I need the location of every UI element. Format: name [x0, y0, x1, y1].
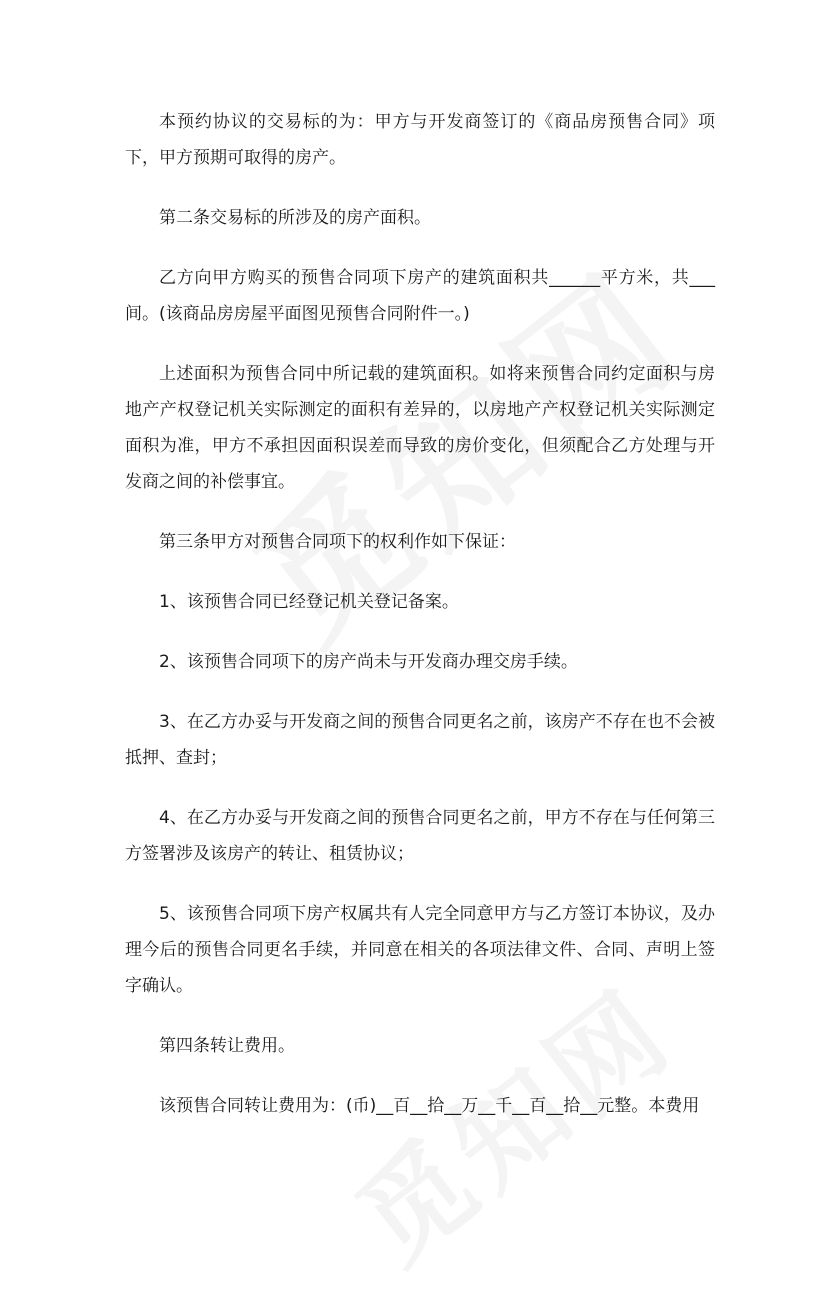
paragraph-subject-matter: 本预约协议的交易标的为：甲方与开发商签订的《商品房预售合同》项下，甲方预期可取得的房产。: [125, 112, 715, 168]
paragraph-area-difference: 上述面积为预售合同中所记载的建筑面积。如将来预售合同约定面积与房地产产权登记机关实际测定的面积有差异的，以房地产产权登记机关实际测定面积为准，甲方不承担因面积误差而导致的房价变化，但须配合乙方处理与开发商之间的补偿事宜。: [125, 364, 715, 492]
heading-article-2: 第二条交易标的所涉及的房产面积。: [159, 208, 431, 228]
heading-article-4: 第四条转让费用。: [159, 1036, 295, 1056]
guarantee-item-4: 4、在乙方办妥与开发商之间的预售合同更名之前，甲方不存在与任何第三方签署涉及该房产的转让、租赁协议；: [125, 808, 715, 864]
paragraph-area: 乙方向甲方购买的预售合同项下房产的建筑面积共______平方米，共___间。(该商品房房屋平面图见预售合同附件一。): [125, 268, 715, 324]
guarantee-item-3: 3、在乙方办妥与开发商之间的预售合同更名之前，该房产不存在也不会被抵押、查封；: [125, 712, 715, 768]
guarantee-item-5: 5、该预售合同项下房产权属共有人完全同意甲方与乙方签订本协议，及办理今后的预售合同更名手续，并同意在相关的各项法律文件、合同、声明上签字确认。: [125, 904, 715, 996]
document-body: [125, 104, 715, 1148]
guarantee-item-1: 1、该预售合同已经登记机关登记备案。: [159, 592, 459, 612]
paragraph-transfer-fee: 该预售合同转让费用为：(币)__百__拾__万__千__百__拾__元整。本费用: [159, 1096, 700, 1116]
heading-article-3: 第三条甲方对预售合同项下的权利作如下保证：: [159, 532, 516, 552]
guarantee-item-2: 2、该预售合同项下的房产尚未与开发商办理交房手续。: [159, 652, 578, 672]
